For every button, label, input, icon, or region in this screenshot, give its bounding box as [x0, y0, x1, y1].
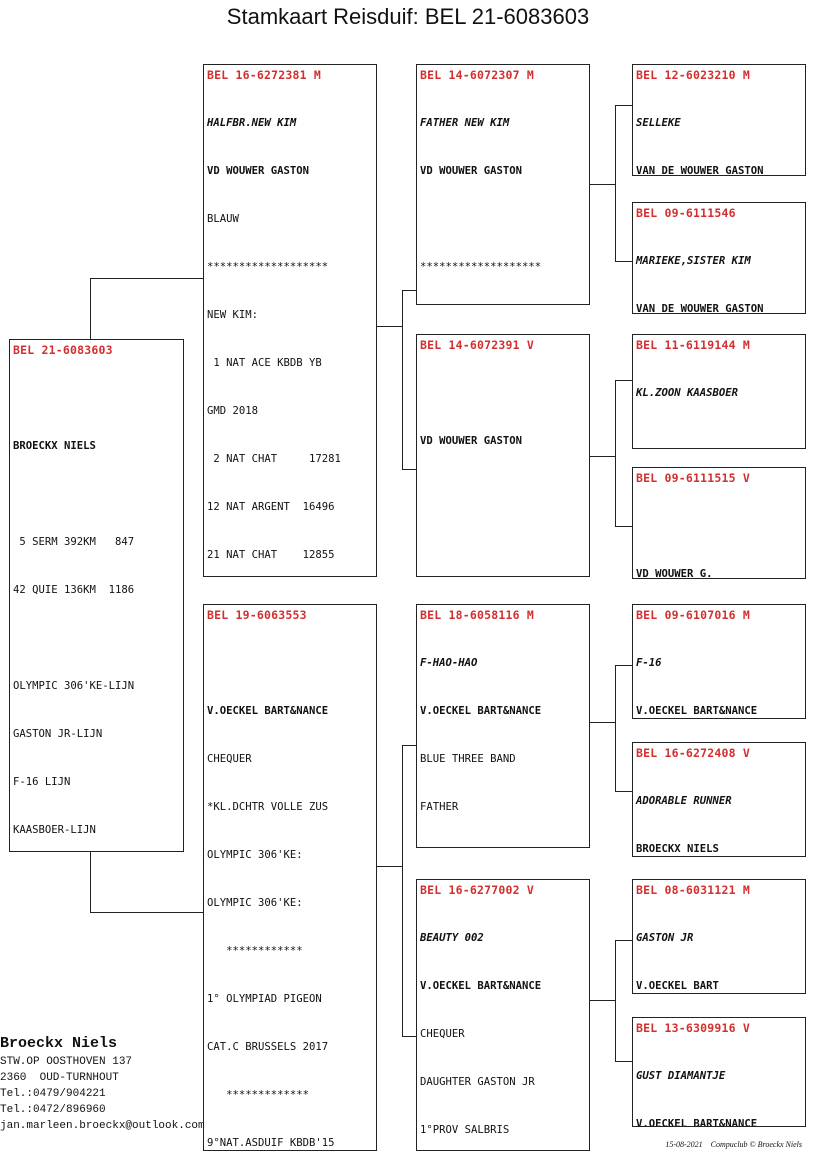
connector-mm-stem: [590, 1000, 615, 1001]
pigeon-card-mmf[interactable]: [632, 879, 806, 994]
owner-address: STW.OP OOSTHOVEN 137: [0, 1056, 133, 1068]
pigeon-card-father[interactable]: [203, 64, 377, 577]
connector-subject-mother: [90, 851, 204, 913]
ring-number: BEL 14-6072307 M: [420, 68, 534, 82]
ring-number: BEL 16-6277002 V: [420, 883, 534, 897]
ring-number: BEL 13-6309916 V: [636, 1021, 750, 1035]
pigeon-card-fmf[interactable]: [632, 334, 806, 449]
page-title: Stamkaart Reisduif: BEL 21-6083603: [226, 4, 590, 29]
pigeon-card-mf[interactable]: [416, 604, 590, 848]
pigeon-details: V.OECKEL BART&NANCE CHEQUER *KL.DCHTR VOLLE ZUS OLYMPIC 306'KE: OLYMPIC 306'KE: ************ 1° OLYMPIAD PIGEON CAT.C BRUSSELS 2017 ************* 9°NAT.ASDUIF KBDB'15: [207, 705, 335, 1149]
connector-mother-bracket: [402, 745, 417, 1037]
connector-mm-bracket: [615, 940, 633, 1062]
footer-date: 15-08-2021: [665, 1140, 703, 1149]
connector-fm-stem: [590, 456, 615, 457]
pigeon-card-mfm[interactable]: [632, 742, 806, 857]
ring-number: BEL 21-6083603: [13, 343, 113, 357]
ring-number: BEL 09-6111515 V: [636, 471, 750, 485]
owner-email[interactable]: jan.marleen.broeckx@outlook.com: [0, 1120, 205, 1132]
ring-number: BEL 08-6031121 M: [636, 883, 750, 897]
pigeon-details: SELLEKE VAN DE WOUWER GASTON: [636, 117, 764, 176]
pigeon-details: BEAUTY 002 V.OECKEL BART&NANCE CHEQUER DAUGHTER GASTON JR 1°PROV SALBRIS: [420, 932, 542, 1136]
pigeon-card-fm[interactable]: [416, 334, 590, 577]
connector-fm-bracket: [615, 380, 633, 527]
pigeon-details: GUST DIAMANTJE V.OECKEL BART&NANCE: [636, 1070, 758, 1127]
owner-info: [0, 1034, 205, 1134]
ring-number: BEL 16-6272381 M: [207, 68, 321, 82]
pigeon-card-fff[interactable]: [632, 64, 806, 176]
owner-phone-1: Tel.:0479/904221: [0, 1088, 106, 1100]
ring-number: BEL 09-6111546: [636, 206, 736, 220]
pigeon-details: BROECKX NIELS 5 SERM 392KM 847 42 QUIE 136KM 1186 OLYMPIC 306'KE-LIJN GASTON JR-LIJN F-16 LIJN KAASBOER-LIJN: [13, 440, 135, 836]
pigeon-details: HALFBR.NEW KIM VD WOUWER GASTON BLAUW ******************* NEW KIM: 1 NAT ACE KBDB YB GMD 2018 2 NAT CHAT 17281 12 NAT ARGENT 16496 21 NAT CHAT 12855: [207, 117, 341, 561]
pigeon-details: F-HAO-HAO V.OECKEL BART&NANCE BLUE THREE BAND FATHER: [420, 657, 542, 813]
connector-mf-bracket: [615, 665, 633, 792]
pigeon-details: FATHER NEW KIM VD WOUWER GASTON *******************: [420, 117, 542, 273]
pigeon-details: VD WOUWER GASTON: [420, 435, 523, 447]
ring-number: BEL 19-6063553: [207, 608, 307, 622]
pigeon-details: MARIEKE,SISTER KIM VAN DE WOUWER GASTON: [636, 255, 764, 314]
footer-credit: Compuclub © Broeckx Niels: [710, 1140, 802, 1149]
pigeon-card-mother[interactable]: [203, 604, 377, 1151]
ring-number: BEL 18-6058116 M: [420, 608, 534, 622]
connector-mf-stem: [590, 722, 615, 723]
connector-mother-stem: [377, 866, 402, 867]
pigeon-details: VD WOUWER G.: [636, 568, 713, 579]
pigeon-card-mff[interactable]: [632, 604, 806, 719]
pigeon-details: ADORABLE RUNNER BROECKX NIELS: [636, 795, 732, 855]
connector-father-bracket: [402, 290, 417, 470]
ring-number: BEL 16-6272408 V: [636, 746, 750, 760]
pigeon-card-mmm[interactable]: [632, 1017, 806, 1127]
connector-subject-father: [90, 278, 204, 340]
connector-ff-stem: [590, 184, 615, 185]
ring-number: BEL 11-6119144 M: [636, 338, 750, 352]
pigeon-card-ff[interactable]: [416, 64, 590, 305]
pigeon-details: KL.ZOON KAASBOER: [636, 387, 739, 399]
pigeon-card-subject[interactable]: [9, 339, 184, 852]
pigeon-details: GASTON JR V.OECKEL BART: [636, 932, 719, 992]
pigeon-card-fmm[interactable]: [632, 467, 806, 579]
owner-name: Broeckx Niels: [0, 1035, 118, 1052]
ring-number: BEL 12-6023210 M: [636, 68, 750, 82]
owner-phone-2: Tel.:0472/896960: [0, 1104, 106, 1116]
ring-number: BEL 14-6072391 V: [420, 338, 534, 352]
pigeon-card-ffm[interactable]: [632, 202, 806, 314]
connector-ff-bracket: [615, 105, 633, 262]
ring-number: BEL 09-6107016 M: [636, 608, 750, 622]
footer: [665, 1140, 802, 1149]
connector-father-ff: [377, 326, 402, 327]
pigeon-card-mm[interactable]: [416, 879, 590, 1151]
pigeon-details: F-16 V.OECKEL BART&NANCE: [636, 657, 758, 717]
owner-city: 2360 OUD-TURNHOUT: [0, 1072, 119, 1084]
